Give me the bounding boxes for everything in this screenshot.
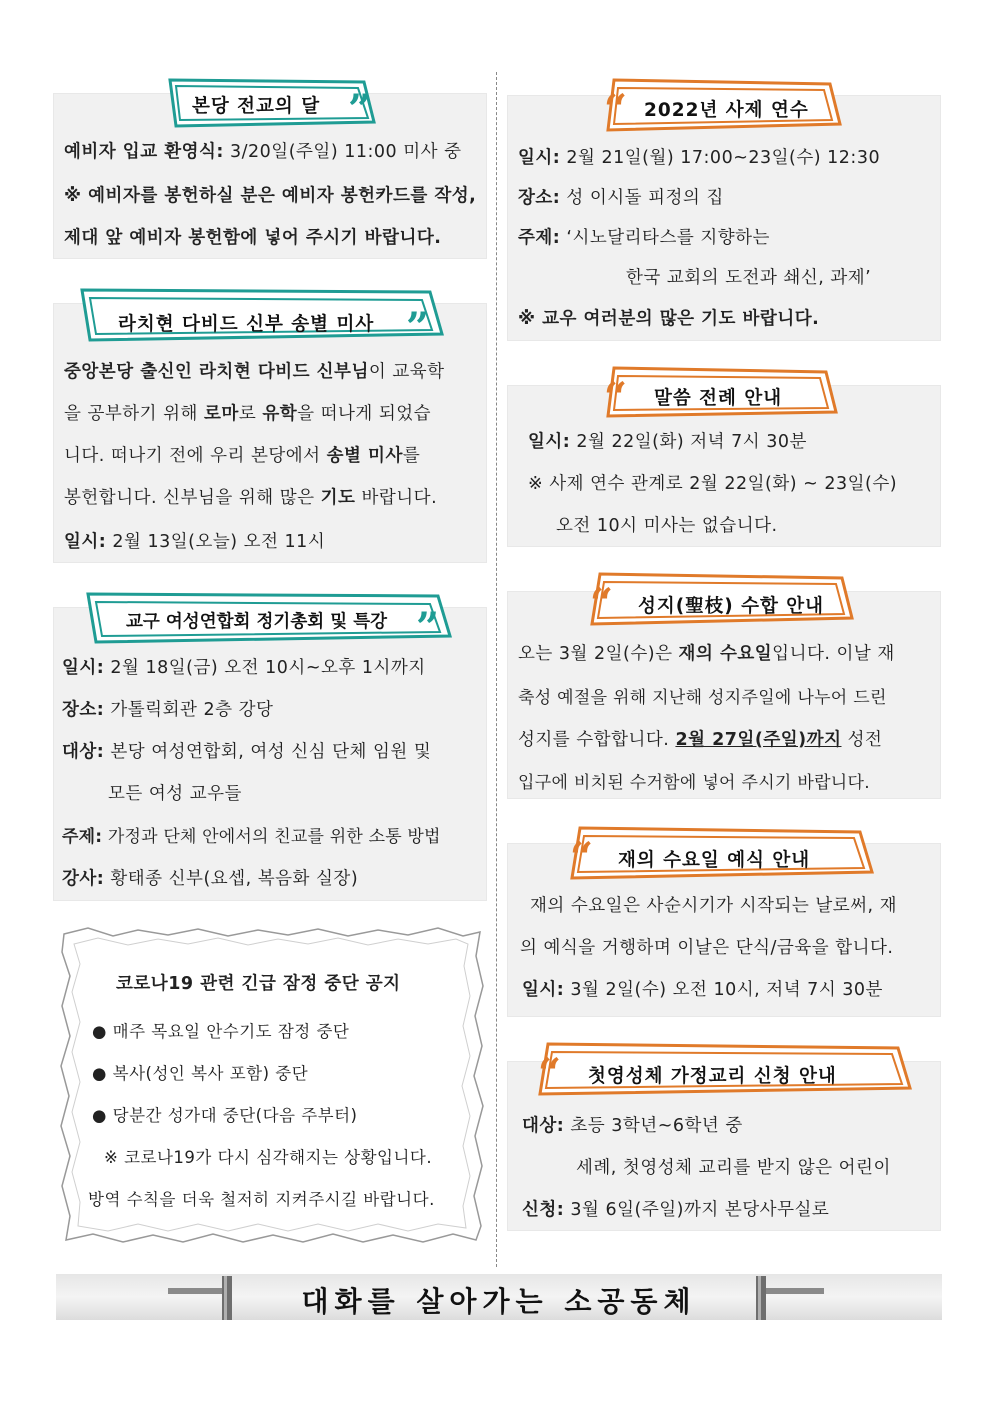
right-section-5-title: 첫영성체 가정교리 신청 안내 bbox=[588, 1066, 837, 1087]
open-quote-icon: “ bbox=[590, 580, 614, 627]
right-section-3-title: 성지(聖枝) 수합 안내 bbox=[638, 596, 825, 617]
open-quote-icon: “ bbox=[570, 834, 594, 881]
right-section-4-banner bbox=[568, 826, 878, 884]
bullet-icon: ● bbox=[92, 1106, 113, 1125]
right-section-1-date: 일시: 2월 21일(월) 17:00~23일(수) 12:30 bbox=[518, 148, 881, 168]
left-section-1-line-3: 제대 앞 예비자 봉헌함에 넣어 주시기 바랍니다. bbox=[64, 228, 442, 248]
left-section-2-line-2: 을 공부하기 위해 로마로 유학을 떠나게 되었습 bbox=[64, 404, 432, 424]
left-section-3-banner bbox=[86, 592, 470, 651]
right-section-2-note-1: ※ 사제 연수 관계로 2월 22일(화) ~ 23일(수) bbox=[528, 474, 898, 494]
notice-item-2: ● 복사(성인 복사 포함) 중단 bbox=[92, 1064, 309, 1083]
right-section-2-date: 일시: 2월 22일(화) 저녁 7시 30분 bbox=[528, 432, 807, 452]
right-section-5-target: 대상: 초등 3학년~6학년 중 bbox=[522, 1116, 743, 1136]
left-section-3-target: 대상: 본당 여성연합회, 여성 신심 단체 임원 및 bbox=[62, 742, 432, 762]
close-quote-icon: ” bbox=[406, 304, 430, 351]
footer-banner bbox=[56, 1274, 942, 1320]
open-quote-icon: “ bbox=[604, 374, 628, 421]
left-section-2-line-5: 일시: 2월 13일(오늘) 오전 11시 bbox=[64, 532, 326, 552]
notice-note-1: ※ 코로나19가 다시 심각해지는 상황입니다. bbox=[104, 1148, 433, 1167]
notice-item-1: ● 매주 목요일 안수기도 잠정 중단 bbox=[92, 1022, 350, 1041]
right-section-3-banner bbox=[588, 572, 858, 630]
left-section-1-line-1: 예비자 입교 환영식: 3/20일(주일) 11:00 미사 중 bbox=[64, 142, 462, 162]
right-section-3-line-1: 오는 3월 2일(수)은 재의 수요일입니다. 이날 재 bbox=[518, 644, 895, 664]
left-section-3-title: 교구 여성연합회 정기총회 및 특강 bbox=[126, 612, 388, 632]
right-section-5-apply: 신청: 3월 6일(주일)까지 본당사무실로 bbox=[522, 1200, 830, 1220]
column-divider bbox=[496, 72, 497, 1267]
right-section-4-line-1: 재의 수요일은 사순시기가 시작되는 날로써, 재 bbox=[530, 896, 898, 916]
left-section-3-date: 일시: 2월 18일(금) 오전 10시~오후 1시까지 bbox=[62, 658, 426, 678]
right-section-3-line-2: 축성 예절을 위해 지난해 성지주일에 나누어 드린 bbox=[518, 688, 887, 708]
close-quote-icon: ” bbox=[416, 604, 440, 651]
left-section-2-line-1: 중앙본당 출신인 라치현 다비드 신부님이 교육학 bbox=[64, 362, 445, 382]
right-section-1-place: 장소: 성 이시돌 피정의 집 bbox=[518, 188, 724, 208]
right-section-4-title: 재의 수요일 예식 안내 bbox=[618, 850, 811, 871]
nail-icon bbox=[754, 1274, 824, 1320]
open-quote-icon: “ bbox=[604, 86, 628, 133]
left-section-2-title: 라치현 다비드 신부 송별 미사 bbox=[118, 314, 375, 335]
right-section-1-topic: 주제: ‘시노달리타스를 지향하는 bbox=[518, 228, 770, 248]
right-section-1-title: 2022년 사제 연수 bbox=[644, 100, 809, 121]
footer-slogan: 대화를 살아가는 소공동체 bbox=[301, 1285, 697, 1318]
right-section-3-line-3: 성지를 수합합니다. 2월 27일(주일)까지 성전 bbox=[518, 730, 883, 750]
corona-notice bbox=[58, 926, 486, 1244]
right-section-3-line-4: 입구에 비치된 수거함에 넣어 주시기 바랍니다. bbox=[518, 773, 870, 793]
left-section-1-banner bbox=[168, 78, 378, 133]
left-section-1-title: 본당 전교의 달 bbox=[192, 96, 321, 117]
notice-item-3: ● 당분간 성가대 중단(다음 주부터) bbox=[92, 1106, 358, 1125]
bullet-icon: ● bbox=[92, 1022, 113, 1041]
left-section-1-line-2: ※ 예비자를 봉헌하실 분은 예비자 봉헌카드를 작성, bbox=[64, 186, 477, 206]
left-section-3-place: 장소: 가톨릭회관 2층 강당 bbox=[62, 700, 274, 720]
left-section-3-target-2: 모든 여성 교우들 bbox=[108, 784, 242, 804]
left-section-3-speaker: 강사: 황태종 신부(요셉, 복음화 실장) bbox=[62, 869, 359, 889]
right-section-4-date: 일시: 3월 2일(수) 오전 10시, 저녁 7시 30분 bbox=[522, 980, 883, 1000]
right-section-2-note-2: 오전 10시 미사는 없습니다. bbox=[556, 516, 778, 536]
right-section-2-title: 말씀 전례 안내 bbox=[654, 388, 783, 409]
right-section-4-line-2: 의 예식을 거행하며 이날은 단식/금육을 합니다. bbox=[520, 938, 894, 958]
right-section-2-banner bbox=[604, 366, 840, 422]
notice-title: 코로나19 관련 긴급 잠정 중단 공지 bbox=[116, 974, 401, 994]
left-section-3-topic: 주제: 가정과 단체 안에서의 친교를 위한 소통 방법 bbox=[62, 827, 441, 847]
right-section-1-topic-2: 한국 교회의 도전과 쇄신, 과제’ bbox=[626, 268, 872, 288]
open-quote-icon: “ bbox=[538, 1050, 562, 1097]
left-section-2-banner bbox=[80, 288, 460, 351]
bullet-icon: ● bbox=[92, 1064, 113, 1083]
notice-note-2: 방역 수칙을 더욱 철저히 지켜주시길 바랍니다. bbox=[88, 1190, 435, 1209]
right-section-1-note: ※ 교우 여러분의 많은 기도 바랍니다. bbox=[518, 309, 820, 329]
right-section-5-banner bbox=[536, 1042, 916, 1100]
left-section-2-line-4: 봉헌합니다. 신부님을 위해 많은 기도 바랍니다. bbox=[64, 488, 438, 508]
left-section-2-line-3: 니다. 떠나기 전에 우리 본당에서 송별 미사를 bbox=[64, 446, 421, 466]
close-quote-icon: ” bbox=[348, 86, 372, 133]
right-section-1-banner bbox=[604, 78, 844, 136]
right-section-5-target-2: 세례, 첫영성체 교리를 받지 않은 어린이 bbox=[576, 1158, 891, 1178]
